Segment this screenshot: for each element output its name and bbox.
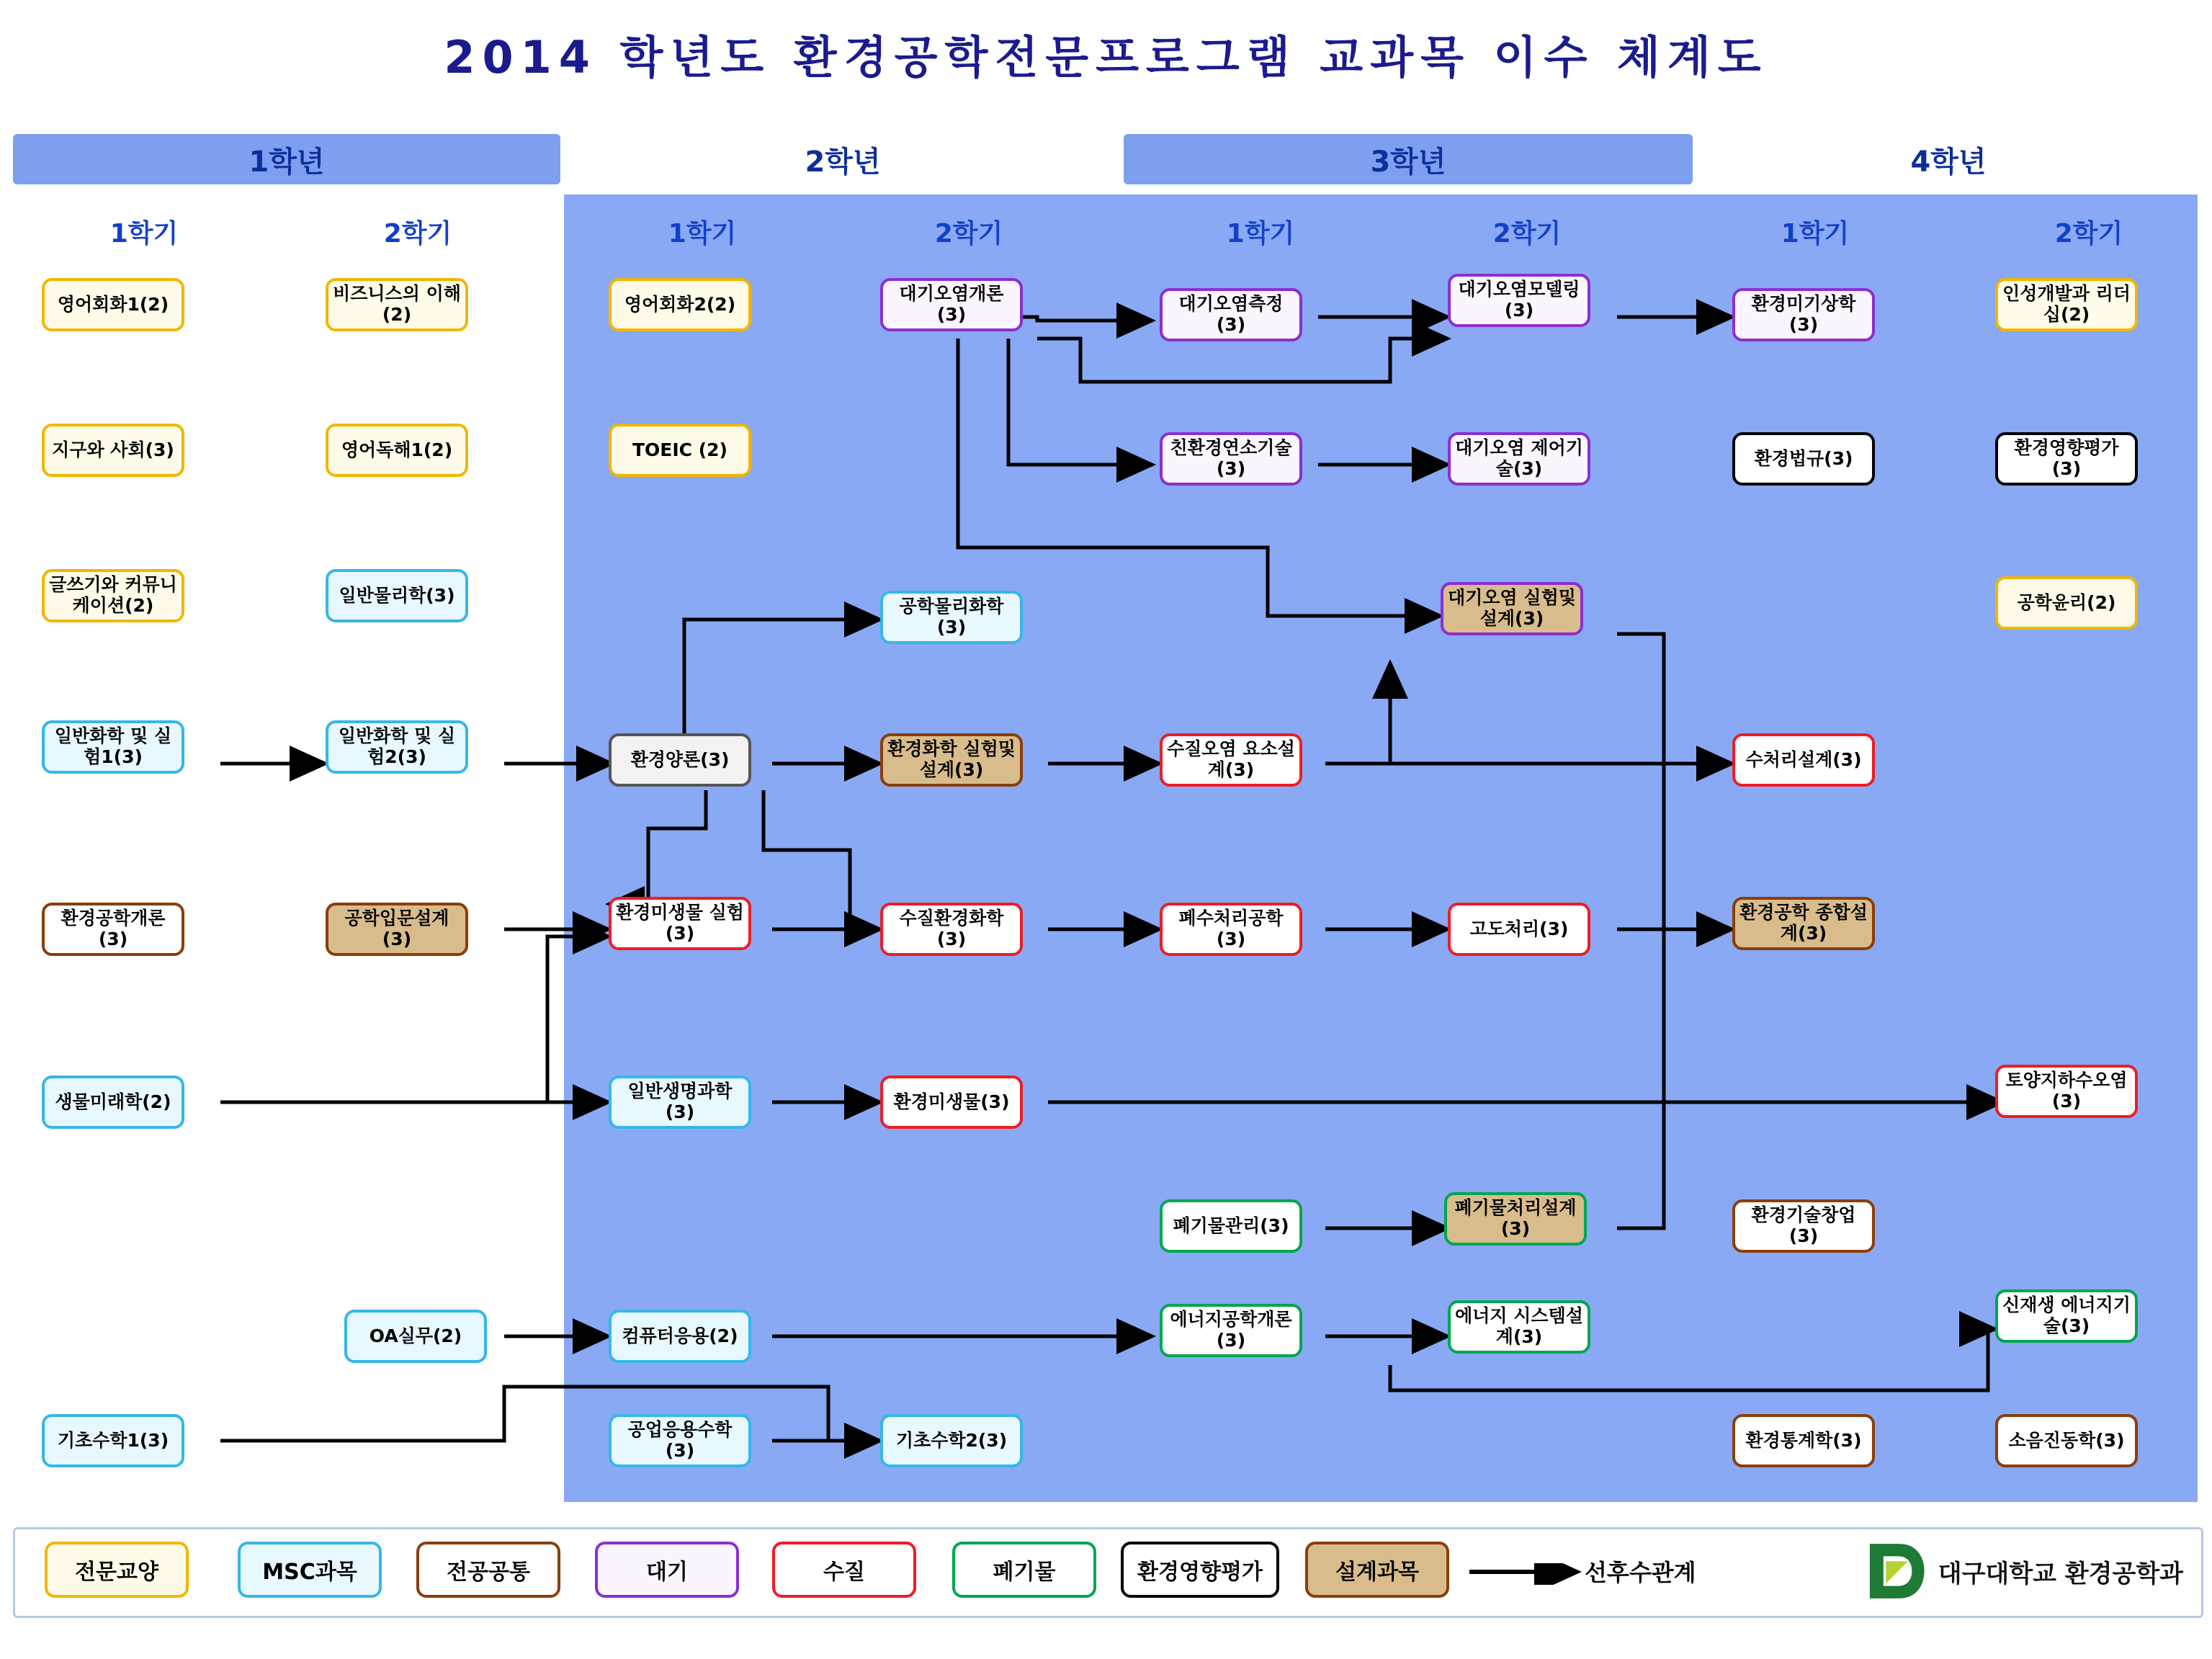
course-box-c49[interactable]: 신재생 에너지기술(3)	[1995, 1289, 2138, 1343]
course-box-c19[interactable]: 컴퓨터응용(2)	[609, 1310, 751, 1363]
course-box-c46[interactable]: 환경영향평가(3)	[1995, 432, 2138, 486]
legend-item-waste: 폐기물	[952, 1542, 1096, 1598]
course-box-c13[interactable]: OA실무(2)	[344, 1310, 487, 1363]
semester-header-3-1: 1학기	[1226, 219, 1295, 249]
course-box-c10[interactable]: 일반물리학(3)	[326, 569, 468, 622]
course-box-c29[interactable]: 수질오염 요소설계(3)	[1160, 733, 1302, 787]
semester-header-1-1: 1학기	[109, 219, 179, 249]
course-box-c23[interactable]: 환경화학 실험및설계(3)	[880, 733, 1023, 787]
course-box-c17[interactable]: 환경미생물 실험(3)	[609, 897, 751, 950]
course-box-c2[interactable]: 지구와 사회(3)	[42, 424, 184, 477]
course-box-c36[interactable]: 고도처리(3)	[1448, 903, 1590, 956]
course-box-c50[interactable]: 소음진동학(3)	[1995, 1414, 2138, 1467]
course-box-c30[interactable]: 폐수처리공학(3)	[1160, 903, 1302, 956]
legend-item-gyoyang: 전문교양	[45, 1542, 189, 1598]
course-box-c32[interactable]: 에너지공학개론(3)	[1160, 1304, 1302, 1357]
course-box-c43[interactable]: 환경기술창업(3)	[1732, 1199, 1875, 1253]
course-box-c35[interactable]: 대기오염 실험및설계(3)	[1441, 582, 1583, 635]
year-band-2: 2학년	[805, 145, 881, 179]
course-box-c22[interactable]: 공학물리화학(3)	[880, 591, 1023, 644]
semester-header-4-1: 1학기	[1781, 219, 1850, 249]
semester-header-4-2: 2학기	[2054, 219, 2123, 249]
course-box-c3[interactable]: 글쓰기와 커뮤니케이션(2)	[42, 569, 184, 622]
course-box-c37[interactable]: 폐기물처리설계(3)	[1444, 1192, 1587, 1246]
course-box-c16[interactable]: 환경양론(3)	[609, 733, 751, 787]
course-box-c5[interactable]: 환경공학개론(3)	[42, 903, 184, 956]
year-band-4: 4학년	[1910, 145, 1987, 179]
semester-header-1-2: 2학기	[383, 219, 452, 249]
legend-item-water: 수질	[772, 1542, 916, 1598]
course-box-c33[interactable]: 대기오염모델링(3)	[1448, 274, 1590, 327]
course-box-c7[interactable]: 기초수학1(3)	[42, 1414, 184, 1467]
course-box-c11[interactable]: 일반화학 및 실험2(3)	[326, 720, 468, 774]
course-box-c42[interactable]: 환경공학 종합설계(3)	[1732, 897, 1875, 950]
course-box-c26[interactable]: 기초수학2(3)	[880, 1414, 1023, 1467]
legend-item-msc: MSC과목	[238, 1542, 382, 1598]
course-box-c12[interactable]: 공학입문설계(3)	[326, 903, 468, 956]
course-box-c44[interactable]: 환경통계학(3)	[1732, 1414, 1875, 1467]
legend-item-design: 설계과목	[1305, 1542, 1449, 1598]
course-box-c34[interactable]: 대기오염 제어기술(3)	[1448, 432, 1590, 486]
course-box-c45[interactable]: 인성개발과 리더십(2)	[1995, 278, 2138, 331]
course-box-c14[interactable]: 영어회화2(2)	[609, 278, 751, 331]
year-band-1: 1학년	[13, 134, 560, 184]
course-box-c47[interactable]: 공학윤리(2)	[1995, 576, 2138, 630]
course-box-c4[interactable]: 일반화학 및 실험1(3)	[42, 720, 184, 774]
course-box-c25[interactable]: 환경미생물(3)	[880, 1076, 1023, 1129]
legend-item-common: 전공공통	[416, 1542, 560, 1598]
legend-arrow-icon	[1469, 1563, 1599, 1585]
course-box-c48[interactable]: 토양지하수오염(3)	[1995, 1065, 2138, 1118]
course-box-c38[interactable]: 에너지 시스템설계(3)	[1448, 1300, 1590, 1354]
semester-header-2-2: 2학기	[934, 219, 1003, 249]
course-box-c1[interactable]: 영어회화1(2)	[42, 278, 184, 331]
course-box-c31[interactable]: 폐기물관리(3)	[1160, 1199, 1302, 1253]
course-box-c8[interactable]: 비즈니스의 이해(2)	[326, 278, 468, 331]
legend-arrow-label: 선후수관계	[1585, 1559, 1696, 1586]
semester-header-3-2: 2학기	[1492, 219, 1562, 249]
semester-header-2-1: 1학기	[668, 219, 737, 249]
course-box-c41[interactable]: 수처리설계(3)	[1732, 733, 1875, 787]
year-band-3: 3학년	[1124, 134, 1693, 184]
course-box-c24[interactable]: 수질환경화학(3)	[880, 903, 1023, 956]
course-box-c18[interactable]: 일반생명과학(3)	[609, 1076, 751, 1129]
course-box-c21[interactable]: 대기오염개론(3)	[880, 278, 1023, 331]
course-box-c27[interactable]: 대기오염측정(3)	[1160, 288, 1302, 341]
legend-item-air: 대기	[595, 1542, 739, 1598]
course-box-c28[interactable]: 친환경연소기술(3)	[1160, 432, 1302, 486]
course-box-c6[interactable]: 생물미래학(2)	[42, 1076, 184, 1129]
page-title: 2014 학년도 환경공학전문프로그램 교과목 이수 체계도	[444, 31, 1768, 84]
course-box-c20[interactable]: 공업응용수학(3)	[609, 1414, 751, 1467]
course-box-c39[interactable]: 환경미기상학(3)	[1732, 288, 1875, 341]
course-box-c9[interactable]: 영어독해1(2)	[326, 424, 468, 477]
legend-item-eia: 환경영향평가	[1121, 1542, 1279, 1598]
course-box-c40[interactable]: 환경법규(3)	[1732, 432, 1875, 486]
university-name: 대구대학교 환경공학과	[1938, 1559, 2183, 1588]
course-box-c15[interactable]: TOEIC (2)	[609, 424, 751, 477]
